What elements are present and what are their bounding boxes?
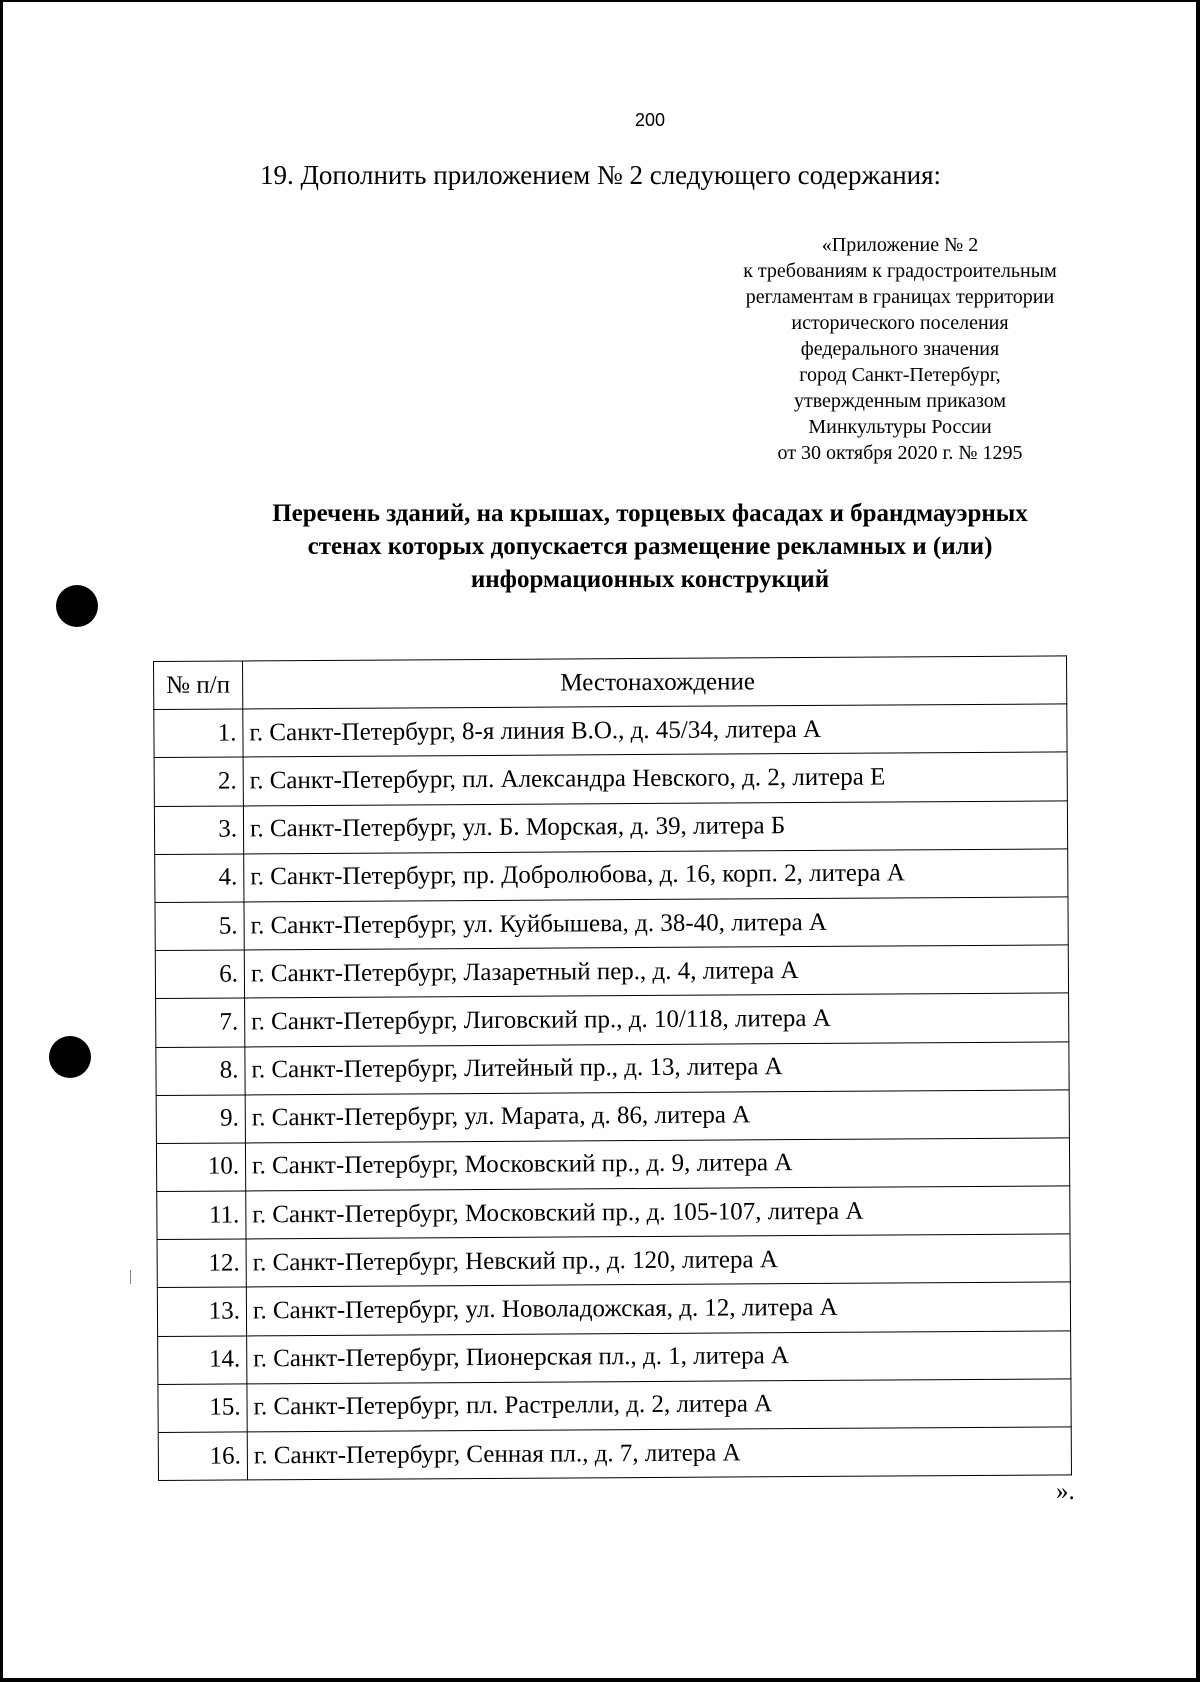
location-cell: г. Санкт-Петербург, пл. Александра Невского, д. 2, литера Е xyxy=(243,752,1067,805)
location-cell: г. Санкт-Петербург, Московский пр., д. 9, литера А xyxy=(245,1138,1069,1191)
list-title xyxy=(150,497,1150,596)
table-row xyxy=(156,993,1069,1047)
row-number-cell: 4. xyxy=(155,854,244,903)
appendix-note-line: федерального значения xyxy=(800,338,1000,360)
row-number-cell: 10. xyxy=(156,1143,245,1192)
row-number-cell: 9. xyxy=(156,1095,245,1144)
scan-edge-top xyxy=(0,0,1200,2)
table-row xyxy=(155,945,1068,999)
row-number-cell: 15. xyxy=(158,1384,247,1433)
row-number-cell: 1. xyxy=(154,709,243,758)
column-header-number: № п/п xyxy=(154,661,243,710)
row-number-cell: 3. xyxy=(154,806,243,855)
table-row xyxy=(155,849,1068,903)
table-row xyxy=(157,1234,1070,1288)
location-cell: г. Санкт-Петербург, 8-я линия В.О., д. 45/34, литера А xyxy=(243,704,1067,757)
location-cell: г. Санкт-Петербург, Пионерская пл., д. 1, литера А xyxy=(247,1331,1071,1384)
appendix-note-line: Минкультуры России xyxy=(808,416,992,438)
table-row xyxy=(157,1282,1070,1336)
appendix-note-line: город Санкт-Петербург, xyxy=(799,364,1001,386)
row-number-cell: 6. xyxy=(155,950,244,999)
location-cell: г. Санкт-Петербург, ул. Марата, д. 86, литера А xyxy=(245,1090,1069,1143)
row-number-cell: 7. xyxy=(156,998,245,1047)
location-cell: г. Санкт-Петербург, ул. Б. Морская, д. 39, литера Б xyxy=(243,800,1067,853)
appendix-note-line: от 30 октября 2020 г. № 1295 xyxy=(777,442,1023,464)
location-cell: г. Санкт-Петербург, Лазаретный пер., д. 4, литера А xyxy=(244,945,1068,998)
table-row xyxy=(156,1041,1069,1095)
appendix-note-line: «Приложение № 2 xyxy=(821,234,979,256)
table-row xyxy=(156,1138,1069,1192)
location-cell: г. Санкт-Петербург, ул. Куйбышева, д. 38-40, литера А xyxy=(244,897,1068,950)
appendix-note-line: исторического поселения xyxy=(791,312,1009,334)
table-row xyxy=(155,897,1068,951)
table-header-row xyxy=(154,656,1067,710)
table-row xyxy=(158,1379,1071,1433)
table-row xyxy=(154,752,1067,806)
column-header-location: Местонахождение xyxy=(243,656,1067,709)
location-cell: г. Санкт-Петербург, пл. Растрелли, д. 2, литера А xyxy=(247,1379,1071,1432)
table-row xyxy=(158,1331,1071,1385)
row-number-cell: 2. xyxy=(154,757,243,806)
scan-edge-bottom xyxy=(0,1678,1200,1682)
list-title-line: Перечень зданий, на крышах, торцевых фасадах и брандмауэрных xyxy=(272,500,1028,527)
list-title-line: информационных конструкций xyxy=(470,566,830,593)
closing-quote-mark: ». xyxy=(1056,1478,1075,1505)
row-number-cell: 13. xyxy=(157,1287,246,1336)
row-number-cell: 8. xyxy=(156,1046,245,1095)
appendix-note-line: к требованиям к градостроительным xyxy=(743,260,1057,282)
appendix-note-line: регламентам в границах территории xyxy=(745,286,1055,308)
scan-edge-right xyxy=(1196,0,1200,1682)
buildings-table xyxy=(153,655,1072,1481)
row-number-cell: 11. xyxy=(157,1191,246,1240)
row-number-cell: 12. xyxy=(157,1239,246,1288)
location-cell: г. Санкт-Петербург, ул. Новоладожская, д. 12, литера А xyxy=(246,1282,1070,1335)
appendix-note-line: утвержденным приказом xyxy=(793,390,1007,412)
table-row xyxy=(157,1186,1070,1240)
location-cell: г. Санкт-Петербург, Московский пр., д. 105-107, литера А xyxy=(246,1186,1070,1239)
table-row xyxy=(154,704,1067,758)
list-title-line: стенах которых допускается размещение рекламных и (или) xyxy=(307,533,993,560)
location-cell: г. Санкт-Петербург, Литейный пр., д. 13, литера А xyxy=(245,1041,1069,1094)
location-cell: г. Санкт-Петербург, Невский пр., д. 120, литера А xyxy=(246,1234,1070,1287)
row-number-cell: 14. xyxy=(158,1336,247,1385)
appendix-note xyxy=(700,232,1100,466)
scan-edge-left xyxy=(0,0,3,1682)
scan-artifact-line xyxy=(130,1270,131,1284)
punch-hole-mark xyxy=(49,1036,91,1078)
row-number-cell: 16. xyxy=(158,1432,247,1481)
location-cell: г. Санкт-Петербург, Лиговский пр., д. 10/118, литера А xyxy=(245,993,1069,1046)
table-row xyxy=(156,1090,1069,1144)
table-row xyxy=(158,1427,1071,1481)
table-row xyxy=(154,800,1067,854)
page-number: 200 xyxy=(634,110,666,130)
punch-hole-mark xyxy=(56,585,98,627)
row-number-cell: 5. xyxy=(155,902,244,951)
intro-paragraph: 19. Дополнить приложением № 2 следующего содержания: xyxy=(260,160,942,190)
location-cell: г. Санкт-Петербург, Сенная пл., д. 7, литера А xyxy=(247,1427,1071,1480)
location-cell: г. Санкт-Петербург, пр. Добролюбова, д. 16, корп. 2, литера А xyxy=(244,849,1068,902)
